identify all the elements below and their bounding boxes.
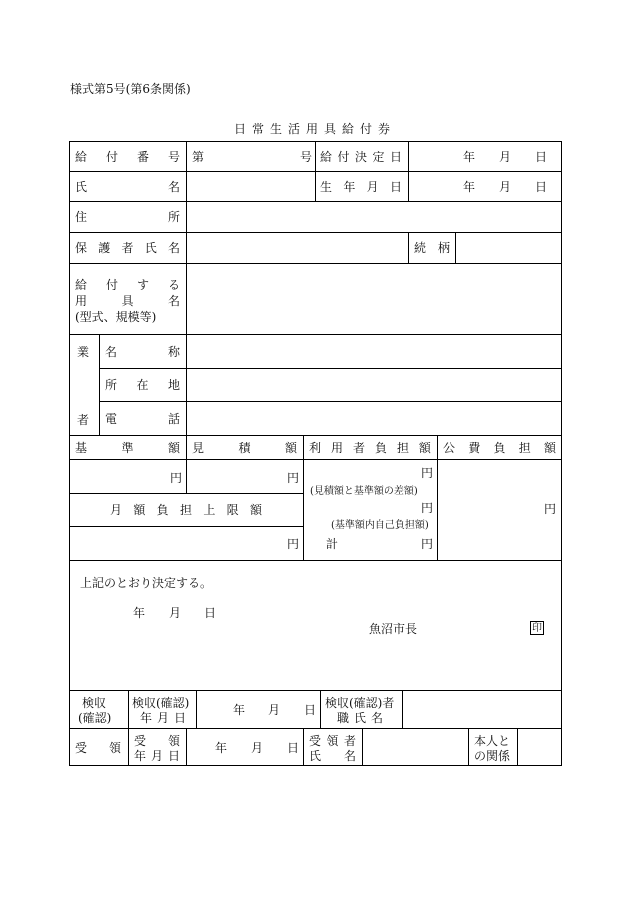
label-char: 負	[374, 441, 387, 455]
label-char: 給	[75, 150, 88, 164]
label-char: 基	[75, 441, 88, 455]
row-divider	[69, 493, 303, 494]
label-char: 決	[354, 150, 367, 164]
label-name	[75, 180, 180, 194]
label-char: 準	[121, 441, 134, 455]
seal-mark: 印	[532, 623, 542, 634]
label-char: 者	[352, 441, 365, 455]
row-divider	[69, 334, 562, 335]
label-char: 担	[518, 441, 531, 455]
col-divider	[186, 171, 187, 435]
label-char: 負	[493, 441, 506, 455]
label-char: 月	[366, 180, 379, 194]
label-char: 年	[134, 749, 147, 763]
row-divider	[69, 263, 562, 264]
label-monthly-limit	[110, 503, 262, 517]
row-divider	[69, 560, 562, 561]
col-divider	[408, 141, 409, 201]
label-char: 所	[167, 210, 180, 224]
header-user-burden	[309, 441, 431, 455]
label-char: 氏	[353, 711, 366, 725]
label-char: 番	[136, 150, 149, 164]
label-char: 額	[167, 441, 180, 455]
row-divider	[69, 201, 562, 202]
number-suffix: 号	[300, 150, 313, 164]
label-char: 額	[284, 441, 297, 455]
label-char: 名	[343, 749, 356, 763]
birth-month: 月	[499, 180, 512, 194]
label-char: 領	[108, 741, 121, 755]
label-char: 名	[167, 180, 180, 194]
label-char: 年	[140, 711, 153, 725]
birth-day: 日	[535, 180, 548, 194]
col-divider	[315, 141, 316, 201]
label-address	[75, 210, 180, 224]
label-char: 具	[121, 294, 134, 308]
label-relation	[414, 241, 450, 255]
label-char: 日	[389, 180, 402, 194]
col-divider	[196, 690, 197, 728]
label-char: 額	[543, 441, 556, 455]
col-divider	[362, 728, 363, 766]
label-char: 受	[309, 734, 322, 748]
col-divider	[99, 334, 100, 435]
user-self-yen: 円	[421, 501, 434, 515]
number-prefix: 第	[192, 150, 205, 164]
label-char: 職	[337, 711, 350, 725]
col-divider	[320, 690, 321, 728]
standard-yen: 円	[170, 471, 183, 485]
decision-day: 日	[204, 606, 217, 620]
label-char: 称	[167, 345, 180, 359]
header-public-burden	[443, 441, 556, 455]
user-total-label: 計	[326, 537, 339, 551]
col-divider	[186, 728, 187, 766]
label-char: 領	[326, 734, 339, 748]
receipt-label	[75, 741, 121, 755]
inspection-day: 日	[304, 703, 317, 717]
label-char: 地	[167, 378, 180, 392]
user-total-yen: 円	[421, 537, 434, 551]
label-char: 氏	[75, 180, 88, 194]
label-char: 担	[179, 503, 192, 517]
label-char: 護	[98, 241, 111, 255]
row-divider	[69, 435, 562, 436]
decision-month: 月	[169, 606, 182, 620]
col-divider	[186, 459, 187, 493]
label-char: 日	[173, 711, 186, 725]
label-char: る	[167, 278, 180, 292]
label-char: 公	[443, 441, 456, 455]
decision-year: 年	[463, 150, 476, 164]
label-char: 生	[320, 180, 333, 194]
label-item-line2	[75, 294, 180, 308]
label-vendor-address	[105, 378, 180, 392]
relation-l2: の関係	[474, 749, 511, 763]
inspection-staff-l2	[337, 711, 383, 725]
inspection-date-l1: 検収(確認)	[132, 696, 190, 710]
label-vendor-name	[105, 345, 180, 359]
label-vendor-phone	[105, 412, 180, 426]
receipt-year: 年	[215, 741, 228, 755]
inspection-year: 年	[233, 703, 246, 717]
header-standard-amount	[75, 441, 180, 455]
label-birthdate	[320, 180, 402, 194]
label-char: 名	[105, 345, 118, 359]
mayor-title: 魚沼市長	[369, 622, 418, 636]
inspection-label-l1: 検収	[82, 696, 107, 710]
label-char: 額	[249, 503, 262, 517]
label-char: 用	[330, 441, 343, 455]
row-divider	[69, 690, 562, 691]
label-char: 費	[468, 441, 481, 455]
label-char: (型式、規模等)	[75, 310, 157, 324]
label-char: 月	[150, 749, 163, 763]
inspection-date-l2	[140, 711, 186, 725]
relation-l1: 本人と	[474, 734, 511, 748]
col-divider	[186, 435, 187, 459]
label-char: 領	[167, 734, 180, 748]
receipt-date-l1	[134, 734, 180, 748]
label-char: 積	[238, 441, 251, 455]
col-divider	[455, 232, 456, 263]
label-char: す	[136, 278, 149, 292]
receiver-l2	[309, 749, 356, 763]
row-divider	[99, 368, 562, 369]
label-item-line3	[75, 310, 180, 324]
inspection-label-l2: (確認)	[78, 711, 112, 725]
label-char: 号	[167, 150, 180, 164]
decision-month: 月	[499, 150, 512, 164]
label-char: 年	[343, 180, 356, 194]
label-char: 付	[105, 150, 118, 164]
page-title: 日常生活用具給付券	[233, 122, 396, 136]
label-char: 名	[370, 711, 383, 725]
col-divider	[468, 728, 469, 766]
col-divider	[303, 435, 304, 560]
col-divider	[128, 690, 129, 766]
row-divider	[69, 232, 562, 233]
label-char: 名	[167, 241, 180, 255]
label-item-line1	[75, 278, 180, 292]
label-char: 話	[167, 412, 180, 426]
inspection-month: 月	[268, 703, 281, 717]
row-divider	[99, 401, 562, 402]
vendor-side-bottom: 者	[77, 413, 90, 427]
label-char: 見	[192, 441, 205, 455]
label-char: 月	[110, 503, 123, 517]
label-char: 日	[167, 749, 180, 763]
label-char: 上	[203, 503, 216, 517]
label-char: 給	[320, 150, 333, 164]
label-char: 柄	[437, 241, 450, 255]
label-char: 名	[167, 294, 180, 308]
inspection-staff-l1: 検収(確認)者	[325, 696, 395, 710]
label-char: 限	[226, 503, 239, 517]
col-divider	[186, 141, 187, 171]
label-char: 受	[134, 734, 147, 748]
receipt-day: 日	[287, 741, 300, 755]
public-yen: 円	[544, 502, 557, 516]
col-divider	[408, 232, 409, 263]
label-benefit-number	[75, 150, 180, 164]
label-char: 電	[105, 412, 118, 426]
label-char: 負	[156, 503, 169, 517]
label-char: 担	[396, 441, 409, 455]
label-char: 日	[389, 150, 402, 164]
label-char: 付	[105, 278, 118, 292]
decision-day: 日	[535, 150, 548, 164]
label-char: 者	[121, 241, 134, 255]
label-char: 受	[75, 741, 88, 755]
label-char: 月	[156, 711, 169, 725]
label-char: 給	[75, 278, 88, 292]
monthly-limit-yen: 円	[287, 537, 300, 551]
label-char: 額	[133, 503, 146, 517]
receipt-month: 月	[251, 741, 264, 755]
row-divider	[69, 459, 562, 460]
label-char: 氏	[309, 749, 322, 763]
label-char: 定	[372, 150, 385, 164]
col-divider	[303, 728, 304, 766]
label-char: 所	[105, 378, 118, 392]
label-char: 者	[343, 734, 356, 748]
receiver-l1	[309, 734, 356, 748]
label-char: 付	[337, 150, 350, 164]
row-divider	[69, 526, 303, 527]
label-char: 住	[75, 210, 88, 224]
label-char: 額	[418, 441, 431, 455]
label-guardian-name	[75, 241, 180, 255]
header-estimate-amount	[192, 441, 297, 455]
col-divider	[402, 690, 403, 728]
user-diff-yen: 円	[421, 466, 434, 480]
user-diff-note: (見積額と基準額の差額)	[310, 486, 418, 497]
row-divider	[69, 728, 562, 729]
decision-text: 上記のとおり決定する。	[80, 576, 213, 590]
estimate-yen: 円	[287, 471, 300, 485]
label-char: 在	[136, 378, 149, 392]
col-divider	[437, 435, 438, 560]
label-char: 用	[75, 294, 88, 308]
col-divider	[517, 728, 518, 766]
label-char: 利	[309, 441, 322, 455]
label-char: 保	[75, 241, 88, 255]
receipt-date-l2	[134, 749, 180, 763]
form-id: 様式第5号(第6条関係)	[70, 82, 191, 96]
birth-year: 年	[463, 180, 476, 194]
user-self-note: (基準額内自己負担額)	[331, 520, 429, 531]
decision-year: 年	[133, 606, 146, 620]
label-decision-date	[320, 150, 402, 164]
label-char: 氏	[144, 241, 157, 255]
label-char: 続	[414, 241, 427, 255]
vendor-side-top: 業	[77, 345, 90, 359]
